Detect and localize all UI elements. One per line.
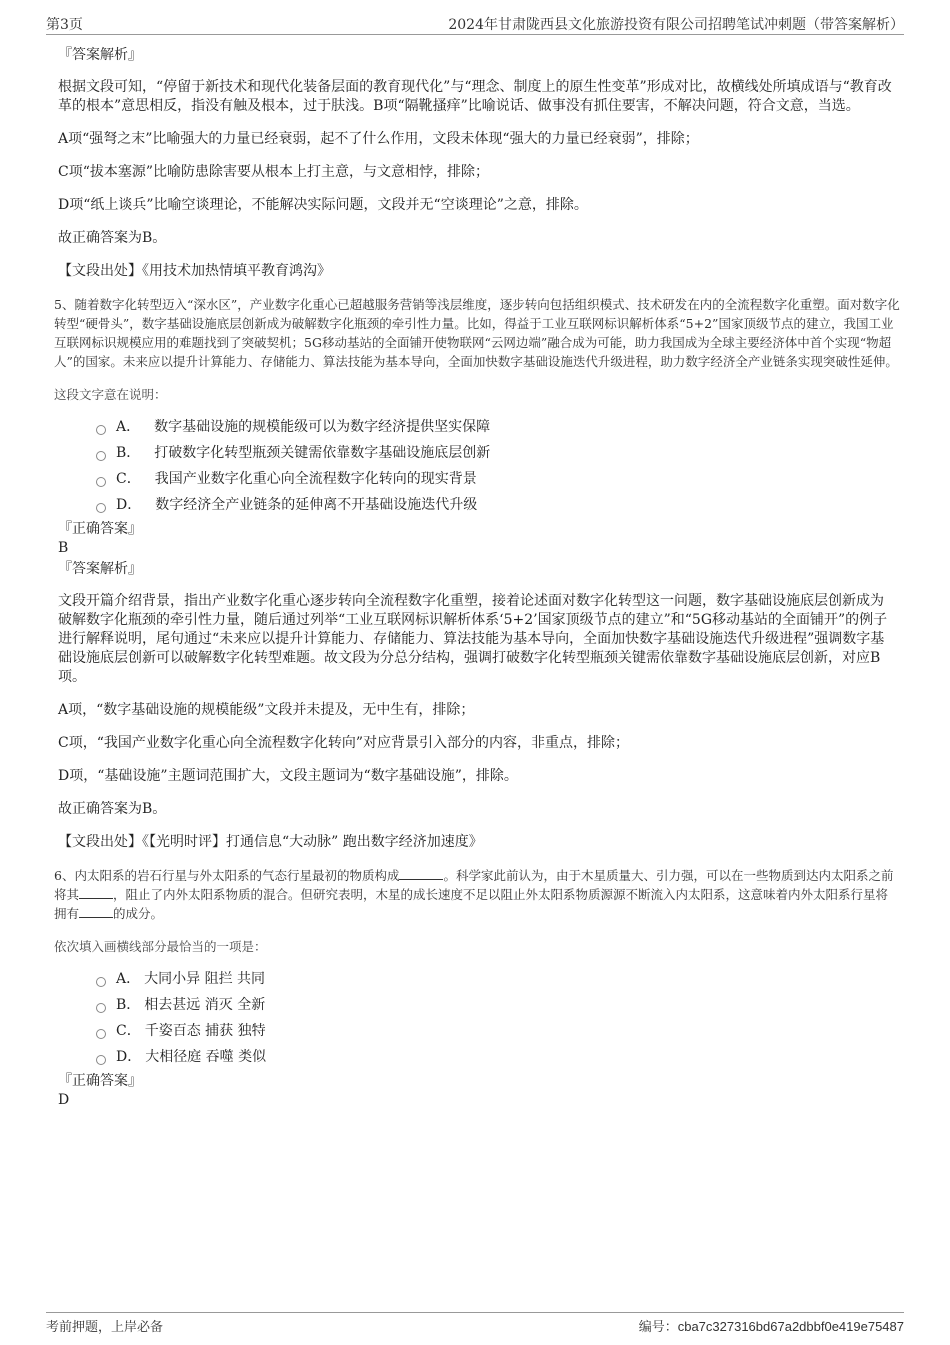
radio-icon[interactable] bbox=[96, 1003, 106, 1013]
q5-analysis-paragraph: 故正确答案为B。 bbox=[58, 801, 167, 817]
document-code: 编号：cba7c327316bd67a2dbbf0e419e75487 bbox=[638, 1319, 904, 1335]
q6-options bbox=[54, 966, 900, 1070]
page-footer bbox=[46, 1312, 904, 1335]
q5-answer-tag: 『正确答案』 bbox=[58, 521, 142, 537]
q6-option-d[interactable]: D． 大相径庭 吞噬 类似 bbox=[96, 1044, 900, 1070]
radio-icon[interactable] bbox=[96, 1029, 106, 1039]
q4-analysis-paragraph: 根据文段可知，“停留于新技术和现代化装备层面的教育现代化”与“理念、制度上的原生性变革”形成对比，故横线处所填成语与“教育改革的根本”意思相反，指没有触及根本，过于肤浅。B项“隔靴搔痒”比喻说话、做事没有抓住要害，不解决问题，符合文意，当选。 bbox=[58, 79, 892, 114]
blank-line bbox=[399, 867, 443, 880]
page-number: 第3页 bbox=[46, 17, 83, 33]
q5-analysis-paragraph: D项，“基础设施”主题词范围扩大，文段主题词为“数字基础设施”，排除。 bbox=[58, 768, 518, 784]
q6-option-b[interactable]: B． 相去甚远 消灭 全新 bbox=[96, 992, 900, 1018]
document-title: 2024年甘肃陇西县文化旅游投资有限公司招聘笔试冲刺题（带答案解析） bbox=[448, 17, 904, 33]
radio-icon[interactable] bbox=[96, 477, 106, 487]
q5-option-c[interactable]: C． 我国产业数字化重心向全流程数字化转向的现实背景 bbox=[96, 466, 900, 492]
q5-option-d[interactable]: D． 数字经济全产业链条的延伸离不开基础设施迭代升级 bbox=[96, 492, 900, 518]
q4-analysis-paragraph: A项“强弩之末”比喻强大的力量已经衰弱，起不了什么作用，文段未体现“强大的力量已经衰弱”，排除； bbox=[58, 131, 699, 147]
radio-icon[interactable] bbox=[96, 1055, 106, 1065]
radio-icon[interactable] bbox=[96, 503, 106, 513]
q5-analysis-paragraph: C项，“我国产业数字化重心向全流程数字化转向”对应背景引入部分的内容，非重点，排除； bbox=[58, 735, 630, 751]
q4-analysis-paragraph: 故正确答案为B。 bbox=[58, 230, 167, 246]
radio-icon[interactable] bbox=[96, 425, 106, 435]
document-body bbox=[54, 46, 900, 1110]
q5-analysis-paragraph: A项，“数字基础设施的规模能级”文段并未提及，无中生有，排除； bbox=[58, 702, 475, 718]
q5-option-b[interactable]: B． 打破数字化转型瓶颈关键需依靠数字基础设施底层创新 bbox=[96, 440, 900, 466]
footer-slogan: 考前押题，上岸必备 bbox=[46, 1320, 164, 1335]
q5-analysis-paragraph: 文段开篇介绍背景，指出产业数字化重心逐步转向全流程数字化重塑，接着论述面对数字化转型这一问题，数字基础设施底层创新成为破解数字化瓶颈的牵引性力量，随后通过列举“工业互联网标识解析体系‘5+2’国家顶级节点的建立”和“5G移动基站的全面铺开”的例子进行解释说明，尾句通过“未来应以提升计算能力、存储能力、算法技能为基本导向，全面加快数字基础设施迭代升级进程”强调数字基础设施底层创新可以破解数字化转型难题。故文段为分总分结构，强调打破数字化转型瓶颈关键需依靠数字基础设施底层创新，对应B项。 bbox=[58, 593, 888, 685]
q5-answer: B bbox=[58, 540, 69, 556]
q5-source: 【文段出处】《【光明时评】打通信息“大动脉” 跑出数字经济加速度》 bbox=[58, 834, 483, 850]
page-header bbox=[46, 12, 904, 35]
q6-answer-tag: 『正确答案』 bbox=[58, 1073, 142, 1089]
blank-line bbox=[79, 886, 113, 899]
q6-question: 6、内太阳系的岩石行星与外太阳系的气态行星最初的物质构成 。科学家此前认为，由于木星质量大、引力强，可以在一些物质到达内太阳系之前将其 ，阻止了内外太阳系物质的混合。但研究表明，木星的成长速度不足以阻止外太阳系物质源源不断流入内太阳系，这意味着内外太阳系行星将拥有 的成分。 bbox=[54, 868, 894, 921]
q4-source: 【文段出处】《用技术加热情填平教育鸿沟》 bbox=[58, 263, 331, 279]
q6-answer: D bbox=[58, 1092, 70, 1108]
q5-prompt: 这段文字意在说明： bbox=[54, 387, 167, 402]
radio-icon[interactable] bbox=[96, 977, 106, 987]
q4-analysis-paragraph: C项“拔本塞源”比喻防患除害要从根本上打主意，与文意相悖，排除； bbox=[58, 164, 490, 180]
q6-prompt: 依次填入画横线部分最恰当的一项是： bbox=[54, 939, 267, 954]
q4-analysis-tag: 『答案解析』 bbox=[58, 47, 142, 63]
q6-option-a[interactable]: A． 大同小异 阻拦 共同 bbox=[96, 966, 900, 992]
radio-icon[interactable] bbox=[96, 451, 106, 461]
q5-analysis-tag: 『答案解析』 bbox=[58, 561, 142, 577]
blank-line bbox=[79, 905, 113, 918]
q4-analysis-paragraph: D项“纸上谈兵”比喻空谈理论，不能解决实际问题，文段并无“空谈理论”之意，排除。 bbox=[58, 197, 588, 213]
q5-question: 5、随着数字化转型迈入“深水区”，产业数字化重心已超越服务营销等浅层维度，逐步转向包括组织模式、技术研发在内的全流程数字化重塑。面对数字化转型“硬骨头”，数字基础设施底层创新成为破解数字化瓶颈的牵引性力量。比如，得益于工业互联网标识解析体系“5+2”国家顶级节点的建立，我国工业互联网标识规模应用的难题找到了突破契机；5G移动基站的全面铺开使物联网“云网边端”融合成为可能，助力我国成为全球主要经济体中首个实现“物超人”的国家。未来应以提升计算能力、存储能力、算法技能为基本导向，全面加快数字基础设施迭代升级进程，助力数字经济全产业链条实现突破性延伸。 bbox=[54, 297, 900, 369]
q5-options bbox=[54, 414, 900, 518]
q5-option-a[interactable]: A． 数字基础设施的规模能级可以为数字经济提供坚实保障 bbox=[96, 414, 900, 440]
q6-option-c[interactable]: C． 千姿百态 捕获 独特 bbox=[96, 1018, 900, 1044]
